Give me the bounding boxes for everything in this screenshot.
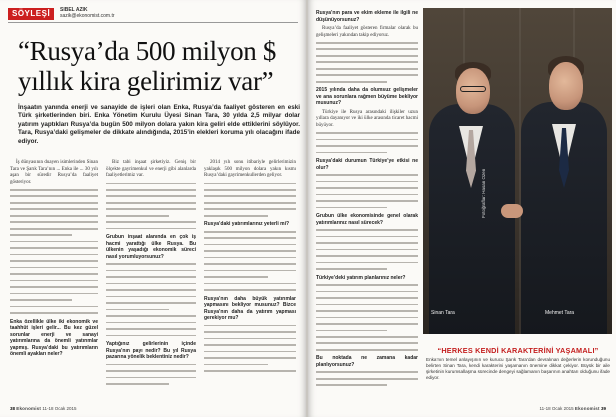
body-text-lines (316, 229, 418, 270)
portrait-photo (423, 8, 612, 334)
body-text-lines (106, 263, 196, 336)
article-column-1 (10, 160, 98, 361)
pull-quote-body: Enka’nın temel anlayışının ve kurucu Şarık Tara’dan devralınan değerlerin korunduğunu belirten Sinan Tara, kendi karakterini yaşamanın önemine dikkat çekiyor. Büyük bir aile şirketinin kurumsallaşma sürecinde dengeyi sağlamanın başarının anahtarı olduğunu ifade ediyor. (426, 357, 610, 380)
body-text-lines (316, 371, 418, 386)
lead-paragraph: İnşaatın yanında enerji ve sanayide de işleri olan Enka, Rusya’da faaliyet gösteren en eski Türk şirketlerinden biri. Enka Yönetim Kurulu Üyesi Sinan Tara, 30 yılda 2,5 milyar dolar yatırım yaptıkları Rusya’da bugün 500 milyon dolara yakın kira geliri elde ettiklerini söylüyor. Tara, Rusya’daki gelişmeler de dikkate alındığında, 2015’in elekleri koruma yılı olacağını ifade ediyor. (18, 104, 300, 145)
right-article-column (316, 10, 418, 391)
column-3-question-1: Rusya’daki yatırımlarınız yeterli mi? (204, 221, 290, 228)
left-footer (10, 406, 77, 411)
glasses-icon (460, 86, 486, 92)
body-text-lines (204, 231, 296, 291)
body-text-lines (10, 189, 98, 314)
right-page (308, 0, 616, 417)
right-question-1: Rusya’nın para ve ekim ekleme ile ilgili ne düşünüyorsunuz? (316, 10, 418, 23)
body-text-lines (204, 183, 296, 217)
right-question-4: Grubun ülke ekonomisinde genel olarak yatırımlarınız nasıl sürecek? (316, 213, 418, 226)
column-2-question-2: Yaptığınız gelirlerinin içinde Rusya’nın payı nedir? Bu yıl Rusya pazarına yönelik beklentiniz nedir? (106, 341, 196, 361)
section-label: SÖYLEŞİ (8, 8, 54, 20)
issue-date: 11-18 Ocak 2015 (539, 406, 574, 411)
column-2-question-1: Grubun inşaat alanında en çok iş hacmi yarattığı ülke Rusya. Bu ülkenin yaşadığı ekonomik süreci nasıl yorumluyorsunuz? (106, 234, 196, 260)
right-question-5: Türkiye’deki yatırım planlarınız neler? (316, 274, 406, 281)
magazine-name: Ekonomist (574, 406, 600, 411)
column-2-intro: Biz tabi inşaat şirketiyiz. Geniş bir ölçekte gayrimenkul ve enerji gibi alanlarda faaliyetlerimiz var. (106, 160, 196, 178)
column-3-question-2: Rusya’nın daha büyük yatırımlar yapmasını bekliyor musunuz? Bizce Rusya’nın daha da yatırım yapması gerekiyor mu? (204, 295, 296, 322)
article-column-3 (204, 160, 296, 377)
author-name: SIBEL AZIK (60, 7, 88, 13)
byline (60, 7, 115, 19)
magazine-name: Ekonomist (16, 406, 42, 411)
header-divider (8, 22, 298, 23)
body-text-lines (106, 364, 196, 385)
issue-date: 11-18 Ocak 2015 (42, 406, 77, 411)
body-text-lines (204, 325, 296, 372)
right-question-2: 2015 yılında daha da olumsuz gelişmeler ve ana sorunlara rağmen büyüme bekliyor musunuz? (316, 87, 418, 107)
photo-caption-left: Sinan Tara (431, 310, 455, 316)
body-text-lines (316, 42, 418, 83)
photo-caption-right: Mehmet Tara (545, 310, 575, 316)
column-1-intro: İş dünyasının duayen isimlerinden Sinan Tara ve Şarık Tara’nın ... Enka ile ... 30 yılı aşan bir süredir Rusya’da faaliyet gösteriyor. (10, 160, 98, 185)
article-column-2 (106, 160, 196, 390)
handshake (501, 204, 523, 218)
right-body-1: Rusya’da faaliyet gösteren firmalar olarak bu gelişmeleri yakından takip ediyoruz. (316, 26, 418, 38)
person-sinan-tara (427, 34, 517, 334)
right-body-2: Türkiye ile Rusya arasındaki ilişkiler uzun yıllara dayanıyor ve iki ülke arasında ticaret hacmi büyüyor. (316, 109, 418, 128)
column-1-question: Enka özellikle ülke iki ekonomik ve taahhüt işleri gelir... Bu kez güzel sorunlar enerji ve sanayi yatırımlarına da önemli yatırımlar yapmış. Rusya’daki bu yatırımların önemli ayakları neler? (10, 318, 98, 358)
left-page (0, 0, 306, 417)
body-text-lines (316, 132, 418, 153)
right-question-3: Rusya’daki durumun Türkiye’ye etkisi ne olur? (316, 158, 418, 171)
column-3-intro: 2014 yılı sonu itibariyle gelirlerimizin yaklaşık 500 milyon dolara yakın kısmı Rusya’daki gayrimenkullerden geliyor. (204, 160, 296, 178)
right-question-6: Bu noktada ne zamana kadar planlıyorsunuz? (316, 355, 418, 368)
right-footer (539, 406, 606, 411)
headline (18, 36, 298, 96)
pull-quote-title: “HERKES KENDİ KARAKTERİNİ YAŞAMALI” (437, 346, 599, 355)
body-text-lines (316, 284, 418, 350)
page-number: 38 (10, 406, 16, 411)
person-mehmet-tara (519, 34, 609, 334)
body-text-lines (316, 174, 418, 208)
photo-credit: Fotoğraflar: Hasan Ozen (481, 168, 486, 218)
headline-line-2: yıllık kira gelirimiz var” (18, 66, 274, 96)
body-text-lines (106, 183, 196, 230)
author-email: sazik@ekonomist.com.tr (60, 13, 115, 19)
headline-line-1: “Rusya’da 500 milyon $ (18, 36, 277, 66)
page-number: 39 (600, 406, 606, 411)
